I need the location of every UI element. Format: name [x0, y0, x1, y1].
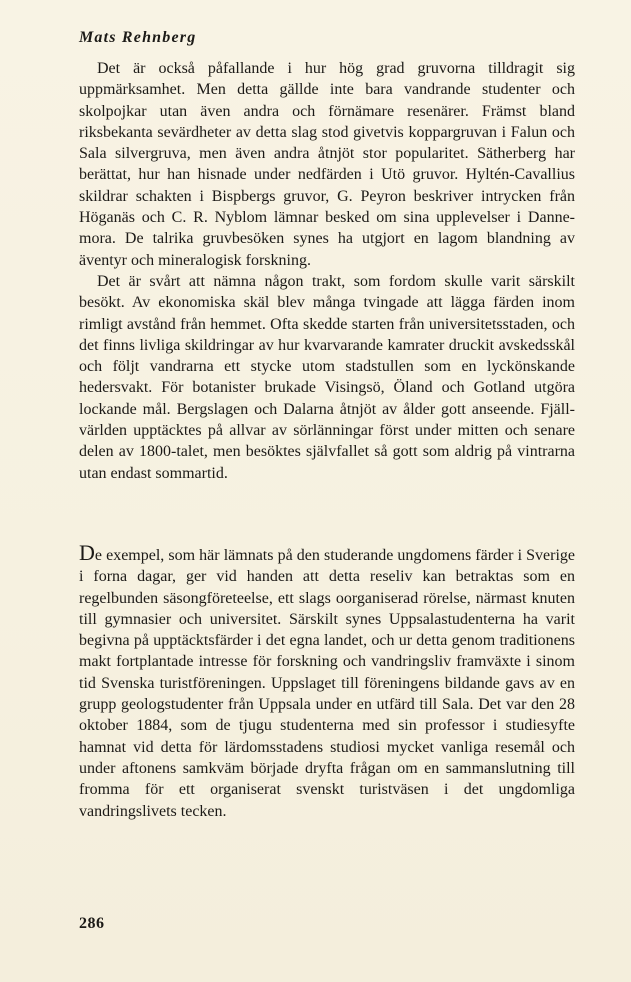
paragraph-tourist-association — [79, 540, 575, 822]
text-block-bottom — [79, 540, 575, 822]
paragraph-mines: Det är också påfallande i hur hög grad gruvorna tilldragit sig uppmärksamhet. Men detta gällde inte bara vandrande studenter och skolpojkar utan även andra och förnämare resenärer. Främst bland riksbekanta sevärdheter av detta slag stod givetvis koppargruvan i Falun och Sala silvergruva, men även andra åtnjöt stor popularitet. Sätherberg har berättat, hur han hisnade under nedfärden i Utö gruvor. Hyltén-Cavallius skildrar schakten i Bispbergs gruvor, G. Peyron beskriver intrycken från Höganäs och C. R. Nyblom lämnar besked om sina upplevelser i Dannemora. De talrika gruvbesöken synes ha utgjort en lagom blandning av äventyr och mineralogisk forskning. — [79, 60, 575, 269]
text-block-top — [79, 58, 575, 484]
paragraph-destinations: Det är svårt att nämna någon trakt, som fordom skulle varit särskilt besökt. Av ekonomiska skäl blev många tvingade att lägga färden inom rimligt avstånd från hemmet. Ofta skedde starten från universitetsstaden, och det finns livliga skildringar av hur kvarvarande kamrater druckit avskedsskål och följt vandrarna ett stycke utom stadstullen som en lyckönskande hedersvakt. För botanister brukade Visingsö, Öland och Gotland utgöra lockande mål. Bergslagen och Dalarna åtnjöt av ålder gott anseende. Fjällvärlden upptäcktes på allvar av sörlänningar först under mitten och senare delen av 1800-talet, men besöktes självfallet så gott som aldrig på vintrarna utan endast sommartid. — [79, 272, 575, 482]
initial-letter: D — [79, 540, 95, 565]
page-number: 286 — [79, 915, 105, 932]
paragraph-tourist-association-text: e exempel, som här lämnats på den studerande ungdomens färder i Sverige i forna dagar, ger vid handen att detta reseliv kan betraktas som en regelbunden säsongföreteelse, ett slags oorganiserad rörelse, närmast knuten till gymnasier och universitet. Särskilt synes Uppsalastudenterna ha varit begivna på upptäcktsfärder i det egna landet, och ur detta genom traditionens makt fortplantade intresse för forskning och vandringsliv framväxte i sinom tid Svenska turistföreningen. Uppslaget till föreningens bildande gavs av en grupp geologstudenter från Uppsala under en utfärd till Sala. Det var den 28 oktober 1884, som de tjugu studenterna med sin professor i studiesyfte hamnat vid detta för lärdomsstadens studiosi mycket vanliga resemål och under aftonens samkväm började dryfta frågan om en sammanslutning till fromma för ett organiserat svenskt turistväsen i det ungdomliga vandringslivets tecken. — [79, 547, 575, 820]
running-head: Mats Rehnberg — [79, 29, 197, 46]
